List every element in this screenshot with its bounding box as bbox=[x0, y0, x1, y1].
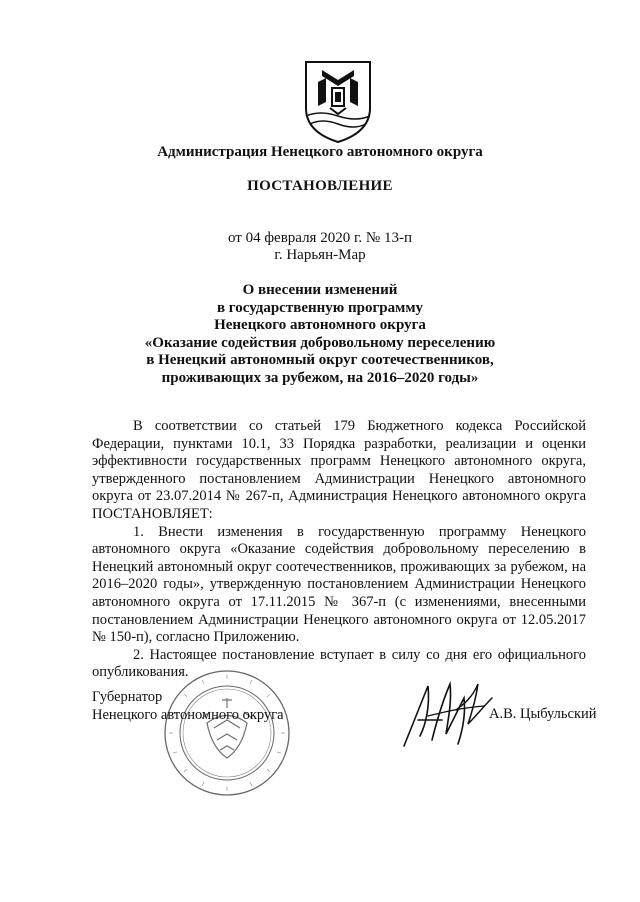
signer-name: А.В. Цыбульский bbox=[489, 706, 597, 722]
signer-position-line: Губернатор bbox=[92, 689, 163, 705]
title-line: проживающих за рубежом, на 2016–2020 годы» bbox=[161, 369, 479, 386]
title-line: О внесении изменений bbox=[242, 282, 398, 298]
signer-position-line: Ненецкого автономного округа bbox=[92, 707, 284, 723]
signer-position bbox=[92, 688, 284, 724]
paragraph-item-1: 1. Внести изменения в государственную программу Ненецкого автономного округа «Оказание содействия добровольному переселению в Ненецкий автономный округ соотечественников, проживающих за рубежом, на 2016–2020 годы», утвержденную постановлением Администрации Ненецкого автономного округа от 17.11.2015 № 367-п (с изменениями, внесенными постановлением Администрации Ненецкого автономного округа от 12.05.2017 № 150-п), согласно Приложению. bbox=[92, 523, 586, 646]
title-line: Ненецкого автономного округа bbox=[214, 317, 426, 333]
document-body bbox=[92, 418, 586, 682]
title-line: в Ненецкий автономный округ соотечественников, bbox=[146, 352, 494, 368]
paragraph-preamble: В соответствии со статьей 179 Бюджетного кодекса Российской Федерации, пунктами 10.1, 33 Порядка разработки, реализации и оценки эффективности государственных программ Ненецкого автономного округа, утвержденного постановлением Администрации Ненецкого автономного округа от 23.07.2014 № 267-п, Администрация Ненецкого автономного округа ПОСТАНОВЛЯЕТ: bbox=[92, 418, 586, 522]
document-title bbox=[0, 282, 640, 387]
document-date-number: от 04 февраля 2020 г. № 13-п bbox=[227, 230, 413, 246]
handwritten-signature bbox=[398, 676, 498, 754]
organization-name: Администрация Ненецкого автономного округа bbox=[157, 144, 483, 160]
coat-of-arms-icon bbox=[302, 58, 374, 144]
title-line: в государственную программу bbox=[216, 299, 424, 316]
document-city: г. Нарьян-Мар bbox=[274, 247, 366, 263]
title-line: «Оказание содействия добровольному переселению bbox=[144, 334, 496, 351]
paragraph-item-2: 2. Настоящее постановление вступает в силу со дня его официального опубликования. bbox=[92, 646, 586, 681]
document-type: ПОСТАНОВЛЕНИЕ bbox=[247, 178, 393, 194]
